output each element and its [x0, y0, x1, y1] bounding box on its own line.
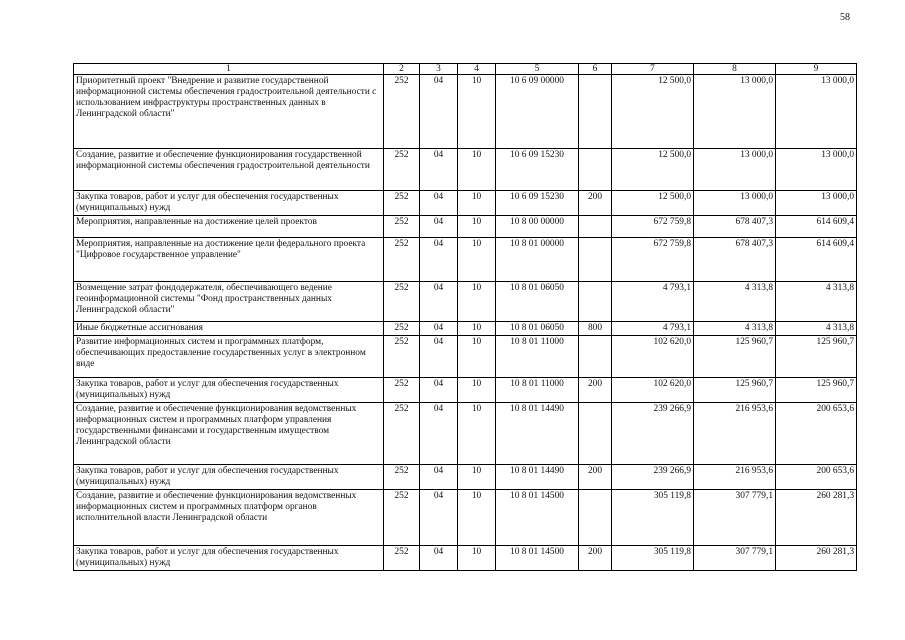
col-8-value: 13 000,0 — [694, 75, 776, 149]
col-5-value: 10 6 09 15230 — [496, 149, 579, 191]
col-2-value: 252 — [384, 336, 420, 378]
header-cell: 9 — [776, 64, 857, 75]
row-name: Развитие информационных систем и программных платформ, обеспечивающих предоставление государственных услуг в электронном виде — [74, 336, 384, 378]
col-5-value: 10 8 01 11000 — [496, 336, 579, 378]
col-9-value: 614 609,4 — [776, 238, 857, 282]
row-name: Мероприятия, направленные на достижение целей проектов — [74, 216, 384, 238]
row-name: Иные бюджетные ассигнования — [74, 322, 384, 336]
col-7-value: 672 759,8 — [612, 238, 694, 282]
col-5-value: 10 8 01 14490 — [496, 403, 579, 465]
col-4-value: 10 — [458, 403, 496, 465]
col-9-value: 13 000,0 — [776, 75, 857, 149]
row-name: Закупка товаров, работ и услуг для обеспечения государственных (муниципальных) нужд — [74, 191, 384, 216]
col-9-value: 125 960,7 — [776, 378, 857, 403]
row-name: Создание, развитие и обеспечение функционирования государственной информационной системы обеспечения градостроительной деятельности — [74, 149, 384, 191]
col-4-value: 10 — [458, 216, 496, 238]
col-9-value: 4 313,8 — [776, 322, 857, 336]
col-8-value: 216 953,6 — [694, 403, 776, 465]
col-4-value: 10 — [458, 75, 496, 149]
col-4-value: 10 — [458, 191, 496, 216]
col-9-value: 4 313,8 — [776, 282, 857, 322]
col-6-value — [579, 149, 612, 191]
col-9-value: 614 609,4 — [776, 216, 857, 238]
col-6-value: 200 — [579, 465, 612, 490]
header-cell: 2 — [384, 64, 420, 75]
col-6-value — [579, 336, 612, 378]
col-8-value: 4 313,8 — [694, 322, 776, 336]
col-7-value: 305 119,8 — [612, 546, 694, 571]
table-row — [74, 465, 857, 490]
row-name: Мероприятия, направленные на достижение цели федерального проекта "Цифровое государственное управление" — [74, 238, 384, 282]
col-3-value: 04 — [420, 336, 458, 378]
header-cell: 4 — [458, 64, 496, 75]
col-6-value: 800 — [579, 322, 612, 336]
col-6-value — [579, 490, 612, 546]
col-5-value: 10 8 00 00000 — [496, 216, 579, 238]
col-2-value: 252 — [384, 191, 420, 216]
col-7-value: 4 793,1 — [612, 282, 694, 322]
col-4-value: 10 — [458, 546, 496, 571]
row-name: Закупка товаров, работ и услуг для обеспечения государственных (муниципальных) нужд — [74, 465, 384, 490]
col-7-value: 12 500,0 — [612, 191, 694, 216]
col-9-value: 13 000,0 — [776, 149, 857, 191]
col-8-value: 678 407,3 — [694, 238, 776, 282]
col-9-value: 13 000,0 — [776, 191, 857, 216]
col-5-value: 10 8 01 14500 — [496, 490, 579, 546]
col-5-value: 10 6 09 15230 — [496, 191, 579, 216]
header-cell: 5 — [496, 64, 579, 75]
table-row — [74, 336, 857, 378]
row-name: Создание, развитие и обеспечение функционирования ведомственных информационных систем и программных платформ органов исполнительной власти Ленинградской области — [74, 490, 384, 546]
col-8-value: 216 953,6 — [694, 465, 776, 490]
page-number: 58 — [840, 12, 850, 23]
col-3-value: 04 — [420, 322, 458, 336]
col-4-value: 10 — [458, 238, 496, 282]
col-2-value: 252 — [384, 490, 420, 546]
col-2-value: 252 — [384, 546, 420, 571]
col-4-value: 10 — [458, 282, 496, 322]
table-row — [74, 75, 857, 149]
col-3-value: 04 — [420, 546, 458, 571]
row-name: Закупка товаров, работ и услуг для обеспечения государственных (муниципальных) нужд — [74, 546, 384, 571]
col-3-value: 04 — [420, 75, 458, 149]
col-2-value: 252 — [384, 216, 420, 238]
col-7-value: 102 620,0 — [612, 336, 694, 378]
col-8-value: 125 960,7 — [694, 336, 776, 378]
budget-table — [73, 63, 857, 571]
col-3-value: 04 — [420, 191, 458, 216]
header-cell: 7 — [612, 64, 694, 75]
col-6-value: 200 — [579, 546, 612, 571]
col-6-value: 200 — [579, 378, 612, 403]
col-8-value: 125 960,7 — [694, 378, 776, 403]
table-row — [74, 403, 857, 465]
col-3-value: 04 — [420, 465, 458, 490]
col-7-value: 4 793,1 — [612, 322, 694, 336]
col-8-value: 307 779,1 — [694, 546, 776, 571]
col-4-value: 10 — [458, 336, 496, 378]
col-2-value: 252 — [384, 149, 420, 191]
col-4-value: 10 — [458, 149, 496, 191]
table-row — [74, 149, 857, 191]
col-5-value: 10 8 01 06050 — [496, 322, 579, 336]
col-7-value: 672 759,8 — [612, 216, 694, 238]
col-9-value: 200 653,6 — [776, 403, 857, 465]
table-row — [74, 490, 857, 546]
col-2-value: 252 — [384, 238, 420, 282]
col-2-value: 252 — [384, 465, 420, 490]
col-4-value: 10 — [458, 378, 496, 403]
col-3-value: 04 — [420, 149, 458, 191]
table-row — [74, 322, 857, 336]
col-3-value: 04 — [420, 403, 458, 465]
col-2-value: 252 — [384, 378, 420, 403]
row-name: Возмещение затрат фондодержателя, обеспечивающего ведение геоинформационной системы "Фонд пространственных данных Ленинградской области" — [74, 282, 384, 322]
col-2-value: 252 — [384, 322, 420, 336]
col-8-value: 678 407,3 — [694, 216, 776, 238]
table-row — [74, 282, 857, 322]
col-9-value: 260 281,3 — [776, 490, 857, 546]
col-5-value: 10 6 09 00000 — [496, 75, 579, 149]
col-8-value: 13 000,0 — [694, 149, 776, 191]
col-6-value — [579, 403, 612, 465]
col-6-value: 200 — [579, 191, 612, 216]
col-9-value: 260 281,3 — [776, 546, 857, 571]
col-7-value: 239 266,9 — [612, 465, 694, 490]
header-cell: 8 — [694, 64, 776, 75]
col-5-value: 10 8 01 00000 — [496, 238, 579, 282]
col-5-value: 10 8 01 11000 — [496, 378, 579, 403]
col-2-value: 252 — [384, 282, 420, 322]
col-3-value: 04 — [420, 378, 458, 403]
header-cell: 6 — [579, 64, 612, 75]
col-5-value: 10 8 01 14500 — [496, 546, 579, 571]
col-2-value: 252 — [384, 75, 420, 149]
row-name: Закупка товаров, работ и услуг для обеспечения государственных (муниципальных) нужд — [74, 378, 384, 403]
col-7-value: 102 620,0 — [612, 378, 694, 403]
header-row — [74, 64, 857, 75]
table-row — [74, 216, 857, 238]
col-3-value: 04 — [420, 282, 458, 322]
col-3-value: 04 — [420, 238, 458, 282]
col-9-value: 200 653,6 — [776, 465, 857, 490]
col-6-value — [579, 282, 612, 322]
col-5-value: 10 8 01 14490 — [496, 465, 579, 490]
col-3-value: 04 — [420, 490, 458, 546]
table-row — [74, 238, 857, 282]
col-8-value: 4 313,8 — [694, 282, 776, 322]
col-7-value: 12 500,0 — [612, 149, 694, 191]
header-cell: 3 — [420, 64, 458, 75]
col-6-value — [579, 238, 612, 282]
table-row — [74, 191, 857, 216]
col-8-value: 13 000,0 — [694, 191, 776, 216]
col-6-value — [579, 75, 612, 149]
header-cell: 1 — [74, 64, 384, 75]
col-4-value: 10 — [458, 465, 496, 490]
col-5-value: 10 8 01 06050 — [496, 282, 579, 322]
col-7-value: 305 119,8 — [612, 490, 694, 546]
col-8-value: 307 779,1 — [694, 490, 776, 546]
col-9-value: 125 960,7 — [776, 336, 857, 378]
table-row — [74, 546, 857, 571]
col-7-value: 12 500,0 — [612, 75, 694, 149]
col-4-value: 10 — [458, 490, 496, 546]
row-name: Приоритетный проект "Внедрение и развитие государственной информационной системы обеспечения градостроительной деятельности с использованием инфраструктуры пространственных данных в Ленинградской области" — [74, 75, 384, 149]
col-6-value — [579, 216, 612, 238]
col-3-value: 04 — [420, 216, 458, 238]
row-name: Создание, развитие и обеспечение функционирования ведомственных информационных систем и программных платформ управления государственными финансами и государственным имуществом Ленинградской области — [74, 403, 384, 465]
col-7-value: 239 266,9 — [612, 403, 694, 465]
table-row — [74, 378, 857, 403]
col-2-value: 252 — [384, 403, 420, 465]
col-4-value: 10 — [458, 322, 496, 336]
